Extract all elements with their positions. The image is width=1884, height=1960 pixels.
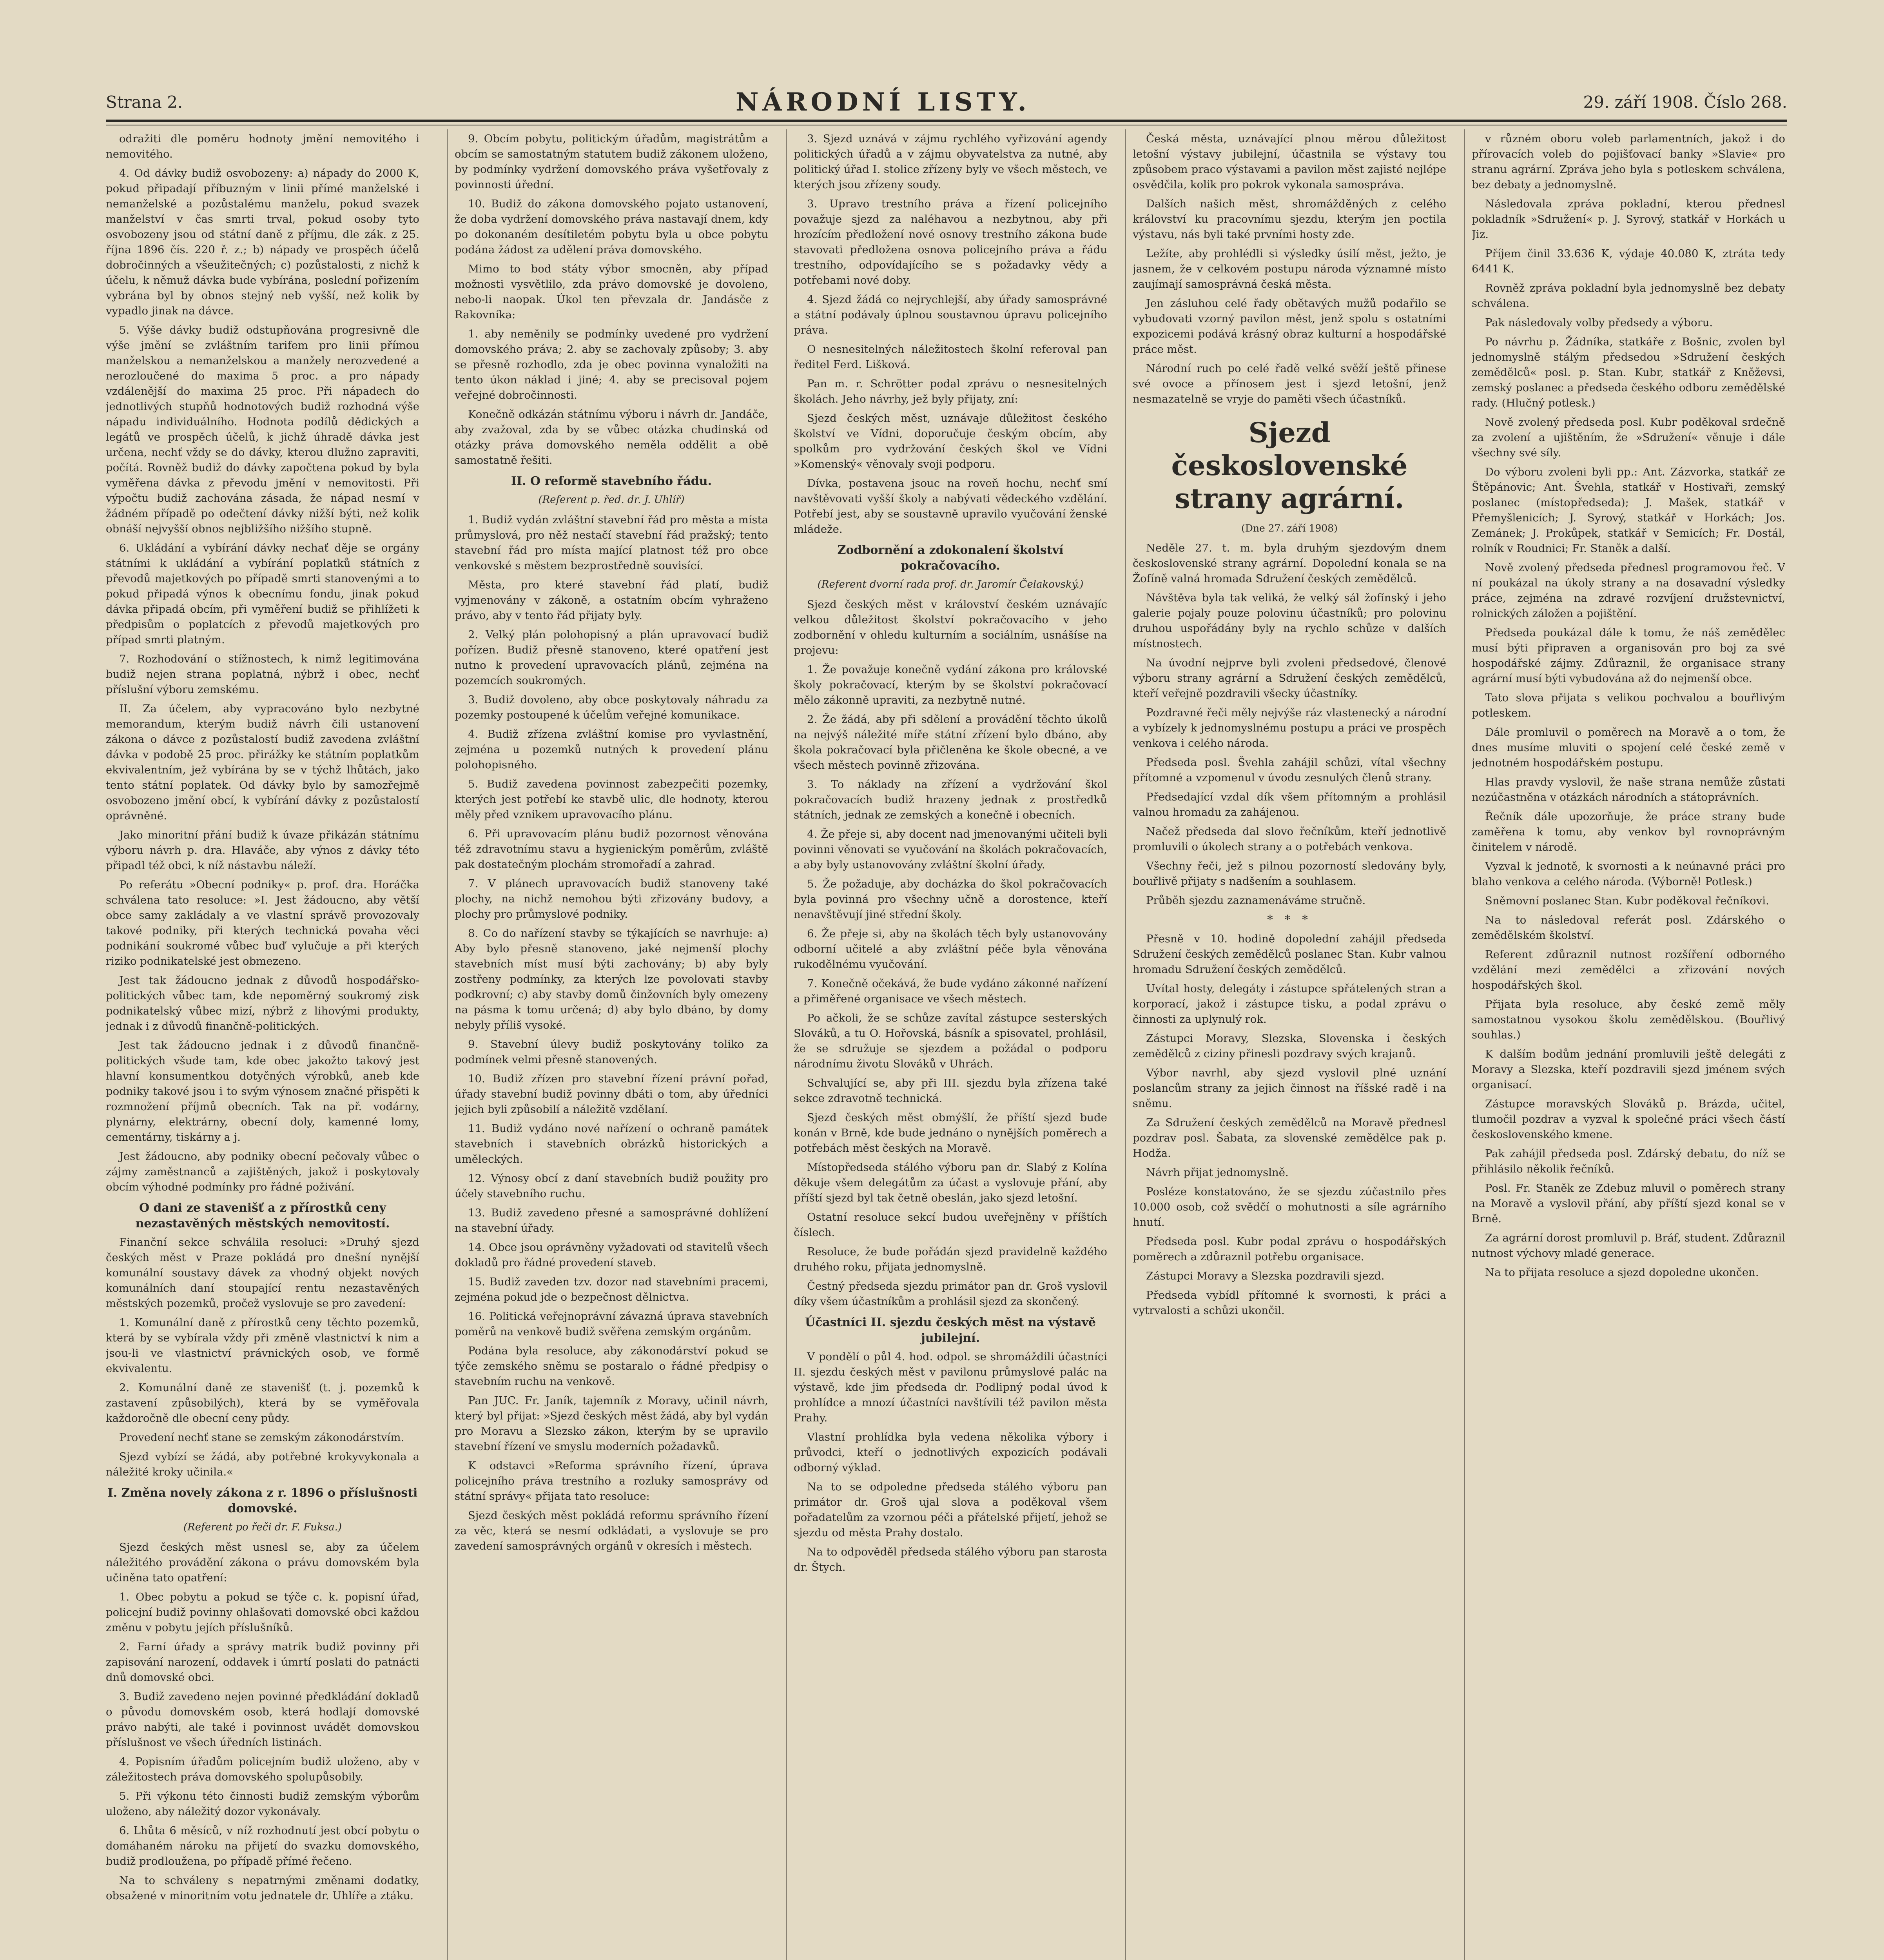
paragraph: 7. V plánech upravovacích budiž stanoveny také plochy, na nichž nemohou býti zřizovány budovy, a plochy pro průmyslové podniky.: [455, 877, 768, 920]
newspaper-title: NÁRODNÍ LISTY.: [736, 87, 1030, 117]
paragraph: Sjezd českých měst obmýšlí, že příští sjezd bude konán v Brně, kde bude jednáno o nynějších poměrech a potřebách měst českých na Moravě.: [794, 1111, 1107, 1154]
paragraph: 2. Že žádá, aby při sdělení a provádění těchto úkolů na nejvýš náležité míře státní zřízení bylo dbáno, aby škola pokračovací byla přičleněna ke škole obecné, a ve všech městech povinně zřizována.: [794, 713, 1107, 771]
column-divider: [1464, 129, 1465, 1960]
paragraph: 6. Při upravovacím plánu budiž pozornost věnována též zdravotnímu stavu a hygienickým poměrům, zvláště pak dostatečným plochám stromořadí a zahrad.: [455, 828, 768, 871]
paragraph: Ostatní resoluce sekcí budou uveřejněny v příštích číslech.: [794, 1211, 1107, 1239]
paragraph: Nově zvolený předseda přednesl programovou řeč. V ní poukázal na úkoly strany a na dosavadní výsledky práce, zejména na zdravé rozvíjení družstevnictví, rolnických záložen a pojištění.: [1472, 561, 1785, 620]
paragraph: Předseda poukázal dále k tomu, že náš zemědělec musí býti připraven a organisován pro boj za své hospodářské zájmy. Zdůraznil, že organisace strany agrární musí býti vybudována až do nejmenší obce.: [1472, 626, 1785, 685]
paragraph: II. Za účelem, aby vypracováno bylo nezbytné memorandum, kterým budiž návrh čili ustanovení zákona o dávce z pozůstalostí budiž zavedena zvláštní dávka v podobě 25 proc. přirážky ke státním poplatkům ekvivalentním, jež vybírána by se v týchž lhůtách, jako tento státní poplatek. Od dávky bylo by samozřejmě osvobozeno jmění obcí, k vybírání dávky z pozůstalostí oprávněné.: [106, 702, 419, 822]
paragraph: Sjezd vybízí se žádá, aby potřebné krokyvykonala a náležité kroky učinila.«: [106, 1450, 419, 1478]
section-byline: (Referent dvorní rada prof. dr. Jaromír Čelakovský.): [817, 579, 1084, 590]
paragraph: 2. Farní úřady a správy matrik budiž povinny při zapisování narození, oddavek i úmrtí poslati do patnácti dnů domovské obci.: [106, 1641, 419, 1684]
paragraph: Výbor navrhl, aby sjezd vyslovil plné uznání poslancům strany za jejich činnost na říšské radě i na sněmu.: [1133, 1067, 1446, 1110]
paragraph: 3. Sjezd uznává v zájmu rychlého vyřizování agendy politických úřadů a v zájmu obyvatelstva za nutné, aby politický úřad I. stolice zřízeny byly ve všech městech, ve kterých jsou zřízeny soudy.: [794, 132, 1107, 191]
paragraph: Sjezd českých měst pokládá reformu správního řízení za věc, která se nesmí odkládati, a vyslovuje se pro zavedení samosprávných orgánů v okresích i městech.: [455, 1509, 768, 1552]
paragraph: 1. aby neměnily se podmínky uvedené pro vydržení domovského práva; 2. aby se zachovaly způsoby; 3. aby se přesně rozhodlo, zda je obec povinna vynaložiti na tento úkon náklad i jiné; 4. aby se precisoval pojem veřejné dobročinnosti.: [455, 328, 768, 401]
paragraph: 3. To náklady na zřízení a vydržování škol pokračovacích budiž hrazeny jednak z prostředků státních, jednak ze zemských a konečně i obecních.: [794, 778, 1107, 821]
paragraph: Hlas pravdy vyslovil, že naše strana nemůže zůstati nezúčastněna v otázkách národních a státoprávních.: [1472, 776, 1785, 804]
paragraph: Uvítal hosty, delegáty i zástupce spřátelených stran a korporací, jakož i zástupce tisku, a podal zprávu o činnosti za uplynulý rok.: [1133, 982, 1446, 1025]
paragraph: Pak následovaly volby předsedy a výboru.: [1485, 316, 1713, 329]
paragraph: Podána byla resoluce, aby zákonodárství pokud se týče zemského sněmu se postaralo o řádné předpisy o stavebním ruchu na venkově.: [455, 1345, 768, 1388]
paragraph: Po ačkoli, že se schůze zavítal zástupce sesterských Slováků, a tu O. Hořovská, básník a spisovatel, prohlásil, že se sdružuje se sjezdem a požádal o podporu národnímu životu Slováků v Uhrách.: [794, 1012, 1107, 1070]
paragraph: Schvalující se, aby při III. sjezdu byla zřízena také sekce zdravotně technická.: [794, 1077, 1107, 1105]
paragraph: 6. Že přeje si, aby na školách těch byly ustanovovány odborní učitelé a aby zvláštní péče byla věnována rukodělnému vyučování.: [794, 927, 1107, 971]
paragraph: Přijata byla resoluce, aby české země měly samostatnou vysokou školu zemědělskou. (Bouřlivý souhlas.): [1472, 998, 1785, 1041]
paragraph: Pan JUC. Fr. Janík, tajemník z Moravy, učinil návrh, který byl přijat: »Sjezd českých měst žádá, aby byl vydán pro Moravu a Slezsko zákon, kterým by se upravilo stavební řízení ve smyslu moderních požadavků.: [455, 1394, 768, 1453]
paragraph: v různém oboru voleb parlamentních, jakož i do přírovacích voleb do pojišťovací banky »Slavie« pro stranu agrární. Zpráva jeho byla s potleskem schválena, bez debaty a jednomyslně.: [1472, 132, 1785, 191]
paragraph: Přesně v 10. hodině dopolední zahájil předseda Sdružení českých zemědělců poslanec Stan. Kubr valnou hromadu Sdružení českých zemědělců.: [1133, 933, 1446, 976]
page-number: Strana 2.: [106, 92, 183, 112]
paragraph: 1. Komunální daně z přírostků ceny těchto pozemků, která by se vybírala vždy při změně vlastnictví k nim a jsou-li ve vlastnictví právnických osob, ve formě ekvivalentu.: [106, 1316, 419, 1375]
paragraph: 5. Budiž zavedena povinnost zabezpečiti pozemky, kterých jest potřebí ke stavbě ulic, dle hodnoty, kterou měly před vznikem upravovacího plánu.: [455, 778, 768, 821]
paragraph: Na to se odpoledne předseda stálého výboru pan primátor dr. Groš ujal slova a poděkoval všem pořadatelům za vzornou péči a přátelské přijetí, jehož se sjezdu od města Prahy dostalo.: [794, 1481, 1107, 1539]
paragraph: Na úvodní nejprve byli zvoleni předsedové, členové výboru strany agrární a Sdružení českých zemědělců, kteří veřejně pozdravili všecky účastníky.: [1133, 657, 1446, 700]
paragraph: Konečně odkázán státnímu výboru i návrh dr. Jandáče, aby zvažoval, zda by se vůbec otázka chudinská od otázky práva domovského neměla oddělit a obě samostatně řešiti.: [455, 408, 768, 466]
paragraph: 11. Budiž vydáno nové nařízení o ochraně památek stavebních i stavebních obrázků historických a uměleckých.: [455, 1122, 768, 1165]
section-byline: (Referent p. řed. dr. J. Uhlíř): [538, 494, 685, 506]
paragraph: 2. Velký plán polohopisný a plán upravovací budiž pořízen. Budiž přesně stanoveno, které opatření jest nutno k provedení upravovacích plánů, zejména na pozemcích soukromých.: [455, 628, 768, 687]
paragraph: Zástupci Moravy a Slezska pozdravili sjezd.: [1146, 1270, 1385, 1282]
paragraph: Po referátu »Obecní podniky« p. prof. dra. Horáčka schválena tato resoluce: »I. Jest žádoucno, aby větší obce samy zakládaly a ve vlastní správě provozovaly takové podniky, při kterých technická povaha věci podnikání soukromé vůbec buď vylučuje a při kterých riziko podnikatelské jest obmezeno.: [106, 878, 419, 967]
paragraph: 12. Výnosy obcí z daní stavebních budiž použity pro účely stavebního ruchu.: [455, 1172, 768, 1200]
paragraph: Čestný předseda sjezdu primátor pan dr. Groš vyslovil díky všem účastníkům a prohlásil sjezd za skončený.: [794, 1280, 1107, 1308]
section-byline: (Referent po řeči dr. F. Fuksa.): [183, 1521, 342, 1533]
section-heading: O dani ze stavenišť a z přírostků ceny nezastavěných městských nemovitostí.: [135, 1201, 390, 1230]
paragraph: Do výboru zvoleni byli pp.: Ant. Zázvorka, statkář ze Štěpánovic; Ant. Švehla, statkář v Hostivaři, zemský poslanec (místopředseda); J. Mašek, statkář v Přemyšlenicích; J. Syrový, statkář v Horkách; Jos. Zemánek; J. Prokůpek, statkář v Semicích; Fr. Dostál, rolník v Roudnici; Fr. Staněk a další.: [1472, 466, 1785, 555]
paragraph: Místopředseda stálého výboru pan dr. Slabý z Kolína děkuje všem delegátům za účast a vyslovuje přání, aby příští sjezd byl tak četně obeslán, jako sjezd letošní.: [794, 1161, 1107, 1204]
paragraph: Mimo to bod státy výbor smocněn, aby případ možnosti vysvětlilo, zda právo domovské je dovoleno, nebo-li naopak. Úkol ten převzala dr. Jandásče z Rakovníka:: [455, 263, 768, 321]
paragraph: Dalších našich měst, shromážděných z celého království ku pracovnímu sjezdu, kterým jen poctila výstavu, nás byli také prvními hosty zde.: [1133, 198, 1446, 241]
paragraph: Zástupci Moravy, Slezska, Slovenska i českých zemědělců z ciziny přinesli pozdravy svých krajanů.: [1133, 1032, 1446, 1060]
paragraph: Řečník dále upozorňuje, že práce strany bude zaměřena k tomu, aby venkov byl rovnoprávným činitelem v národě.: [1472, 810, 1785, 853]
paragraph: Návrh přijat jednomyslně.: [1146, 1166, 1289, 1179]
paragraph: Po návrhu p. Žádníka, statkáře z Bošnic, zvolen byl jednomyslně stálým předsedou »Sdružení českých zemědělců« posl. p. Stan. Kubr, statkář z Kněževsi, zemský poslanec a předseda českého odboru zemědělské rady. (Hlučný potlesk.): [1472, 336, 1785, 409]
paragraph: 10. Budiž zřízen pro stavební řízení právní pořad, úřady stavební budiž povinny dbáti o tom, aby úředníci jejich byli způsobilí a náležitě vzdělaní.: [455, 1073, 768, 1116]
paragraph: Resoluce, že bude pořádán sjezd pravidelně každého druhého roku, přijata jednomyslně.: [794, 1245, 1107, 1273]
paragraph: 5. Že požaduje, aby docházka do škol pokračovacích byla povinná pro všechny učně a dorostence, kteří nenavštěvují jiné střední školy.: [794, 878, 1107, 921]
paragraph: Jako minoritní přání budiž k úvaze přikázán státnímu výboru návrh p. dra. Hlaváče, aby výnos z dávky této připadl též obci, k níž nástavbu náleží.: [106, 829, 419, 872]
paragraph: V pondělí o půl 4. hod. odpol. se shromáždili účastníci II. sjezdu českých měst v pavilonu průmyslové palác na výstavě, kde jim předseda dr. Podlipný podal úvod k prohlídce a mnozí účastníci navštívili též pavilon města Prahy.: [794, 1350, 1107, 1424]
paragraph: Jest tak žádoucno jednak i z důvodů finančně-politických všude tam, kde obec jakožto takový jest hlavní konsumentkou dotyčných výrobků, aneb kde podniky takové jsou i to svým výnosem značné přispěti k rozmnožení příjmů obecních. Tak na př. vodárny, plynárny, elektrárny, obecní doly, kamenné lomy, cementárny, tiskárny a j.: [106, 1039, 419, 1143]
paragraph: Jen zásluhou celé řady obětavých mužů podařilo se vybudovati vzorný pavilon měst, jenž spolu s ostatními expozicemi podává krásný obraz kulturní a hospodářské práce měst.: [1133, 297, 1446, 356]
section-heading: II. O reformě stavebního řádu.: [511, 474, 712, 488]
paragraph: Referent zdůraznil nutnost rozšíření odborného vzdělání mezi zemědělci a zřizování nových hospodářských škol.: [1472, 948, 1785, 991]
paragraph: 15. Budiž zaveden tzv. dozor nad stavebními pracemi, zejména pokud jde o bezpečnost dělnictva.: [455, 1276, 768, 1303]
paragraph: Průběh sjezdu zaznamenáváme stručně.: [1146, 894, 1366, 907]
column-divider: [786, 129, 787, 1960]
paragraph: Jest tak žádoucno jednak z důvodů hospodářsko-politických vůbec tam, kde nepoměrný soukromý zisk podnikatelský vůbec mizí, nýbrž z lihovými produkty, jednak i z důvodů finančně-politických.: [106, 974, 419, 1033]
paragraph: Sněmovní poslanec Stan. Kubr poděkoval řečníkovi.: [1485, 895, 1769, 907]
paragraph: Neděle 27. t. m. byla druhým sjezdovým dnem československé strany agrární. Dopolední konala se na Žofíně valná hromada Sdružení českých zemědělců.: [1133, 542, 1446, 585]
section-heading: I. Změna novely zákona z r. 1896 o příslušnosti domovské.: [107, 1486, 418, 1515]
paragraph: 6. Lhůta 6 měsíců, v níž rozhodnutí jest obcí pobytu o domáhaném nároku na přijetí do svazku domovského, budiž prodloužena, po případě přímé řečeno.: [106, 1824, 419, 1867]
paragraph: 9. Stavební úlevy budiž poskytovány toliko za podmínek velmi přesně stanovených.: [455, 1038, 768, 1066]
paragraph: 5. Při výkonu této činnosti budiž zemským výborům uloženo, aby náležitý dozor vykonávaly.: [106, 1790, 419, 1818]
paragraph: 1. Budiž vydán zvláštní stavební řád pro města a místa průmyslová, pro něž nestačí stavební řád pražský; tento stavební řád pro místa mající platnost též pro obce venkovské s městem bezprostředně souvisící.: [455, 514, 768, 572]
paragraph: 10. Budiž do zákona domovského pojato ustanovení, že doba vydržení domovského práva nastavají dnem, kdy po dokonaném desítiletém pobytu byla u obce pobytu podána žádost za udělení práva domovského.: [455, 198, 768, 256]
paragraph: Na to schváleny s nepatrnými změnami dodatky, obsažené v minoritním votu jednatele dr. Uhlíře a ztáku.: [106, 1874, 419, 1902]
paragraph: Předseda posl. Kubr podal zprávu o hospodářských poměrech a zdůraznil potřebu organisace.: [1133, 1235, 1446, 1263]
paragraph: 4. Od dávky budiž osvobozeny: a) nápady do 2000 K, pokud připadají příbuzným v linii přímé manželské i nemanželské a pozůstalému manželu, pokud svazek manželství v čas smrti trval, pokud osoby tyto osvobozeny jsou od státní daně z příjmu, dle zák. z 25. října 1896 čís. 220 ř. z.; b) nápady ve prospěch účelů dobročinných a všeužitečných; c) pozůstalosti, z nichž k účelu, k němuž dávka bude vybírána, poslední pořizením vybrána byl by obnos stejný neb vyšší, než kolik by vypadlo jinak na dávce.: [106, 167, 419, 317]
paragraph: Česká města, uznávající plnou měrou důležitost letošní výstavy jubilejní, účastnila se výstavy tou způsobem praco výstavami a pavilon měst zajisté nejlépe osvědčila, kolik pro pokrok vykonala samospráva.: [1133, 132, 1446, 191]
paragraph: 4. Sjezd žádá co nejrychlejší, aby úřady samosprávné a státní podávaly úplnou soustavnou úpravu policejního práva.: [794, 293, 1107, 336]
paragraph: 7. Rozhodování o stížnostech, k nimž legitimována budiž nejen strana poplatná, nýbrž i obec, nechť příslušní výboru zemskému.: [106, 653, 419, 696]
paragraph: 3. Budiž dovoleno, aby obce poskytovaly náhradu za pozemky postoupené k účelům veřejné komunikace.: [455, 693, 768, 721]
paragraph: 16. Politická veřejnoprávní závazná úprava stavebních poměrů na venkově budiž svěřena zemským orgánům.: [455, 1310, 768, 1338]
paragraph: Sjezd českých měst, uznávaje důležitost českého školství ve Vídni, doporučuje českým obcím, aby spolkům pro vydržování českých škol ve Vídni »Komenský« věnovaly svoji podporu.: [794, 412, 1107, 470]
paragraph: Nově zvolený předseda posl. Kubr poděkoval srdečně za zvolení a ujištěním, že »Sdružení« věnuje i dále všechny své síly.: [1472, 416, 1785, 459]
section-ornament: * * *: [1267, 913, 1312, 927]
paragraph: Tato slova přijata s velikou pochvalou a bouřlivým potleskem.: [1472, 691, 1785, 719]
paragraph: Dále promluvil o poměrech na Moravě a o tom, že dnes musíme mluviti o spojení celé české země v jednotném hospodářském postupu.: [1472, 726, 1785, 769]
paragraph: Předsedající vzdal dík všem přítomným a prohlásil valnou hromadu za zahájenou.: [1133, 791, 1446, 818]
paragraph: 6. Ukládání a vybírání dávky nechať děje se orgány státními k ukládání a vybírání poplatků státních z převodů majetkových po případě smrti stanovenými a to pokud připadá výnos k obecnímu fondu, jinak pokud dávka připadá obcím, při vyměření budiž se přihlížeti k předpisům o poplatcích z převodů majetkových pro případ smrti platným.: [106, 542, 419, 646]
paragraph: 1. Že považuje konečně vydání zákona pro královské školy pokračovací, kterým by se školství pokračovací mělo zákonně upraviti, za nezbytně nutné.: [794, 663, 1107, 706]
paragraph: O nesnesitelných náležitostech školní referoval pan ředitel Ferd. Lišková.: [794, 343, 1107, 371]
paragraph: Jest žádoucno, aby podniky obecní pečovaly vůbec o zájmy zaměstnanců a zajištěných, jakož i poskytovaly obcím výhodné podmínky pro řádné poživání.: [106, 1150, 419, 1193]
paragraph: Dívka, postavena jsouc na roveň hochu, nechť smí navštěvovati vyšší školy a nabývati vědeckého vzdělání. Potřebí jest, aby se soustavně upravilo vyučování ženské mládeže.: [794, 477, 1107, 535]
paragraph: K dalším bodům jednání promluvili ještě delegáti z Moravy a Slezska, kteří pozdravili sjezd jménem svých organisací.: [1472, 1048, 1785, 1091]
paragraph: Na to odpověděl předseda stálého výboru pan starosta dr. Štych.: [794, 1546, 1107, 1573]
paragraph: Předseda posl. Švehla zahájil schůzi, vítal všechny přítomné a vzpomenul v úvodu zesnulých členů strany.: [1133, 756, 1446, 784]
paragraph: Předseda vybídl přítomné k svornosti, k práci a vytrvalosti a schůzi ukončil.: [1133, 1289, 1446, 1317]
paragraph: Následovala zpráva pokladní, kterou přednesl pokladník »Sdružení« p. J. Syrový, statkář v Horkách u Jiz.: [1472, 198, 1785, 241]
paragraph: Města, pro které stavební řád platí, budiž vyjmenovány v zákoně, a ostatním obcím vyhraženo právo, aby v tento řád přijaty byly.: [455, 579, 768, 622]
paragraph: Na to přijata resoluce a sjezd dopoledne ukončen.: [1485, 1266, 1759, 1279]
paragraph: Rovněž zpráva pokladní byla jednomyslně bez debaty schválena.: [1472, 282, 1785, 310]
paragraph: Vlastní prohlídka byla vedena několika výbory i průvodci, kteří o jednotlivých expozicích podávali odborný výklad.: [794, 1431, 1107, 1474]
paragraph: Vyzval k jednotě, k svornosti a k neúnavné práci pro blaho venkova a celého národa. (Výborně! Potlesk.): [1472, 860, 1785, 888]
paragraph: Pozdravné řeči měly nejvýše ráz vlastenecký a národní a vybízely k jednomyslnému postupu a práci ve prospěch venkova i celého národa.: [1133, 706, 1446, 750]
paragraph: Všechny řeči, jež s pilnou pozorností sledovány byly, bouřlivě přijaty s nadšením a souhlasem.: [1133, 860, 1446, 887]
article-dateline: (Dne 27. září 1908): [1241, 523, 1338, 534]
paragraph: Sjezd českých měst v království českém uznávajíc velkou důležitost školství pokračovacího v jeho zodbornění v ohledu kulturním a sociálním, usnášíse na projevu:: [794, 598, 1107, 657]
paragraph: 3. Budiž zavedeno nejen povinné předkládání dokladů o původu domovském osob, která hodlají domovské právo nabýti, ale také i povinnost uvádět domovskou příslušnost ve všech úředních listinách.: [106, 1690, 419, 1749]
paragraph: Pan m. r. Schrötter podal zprávu o nesnesitelných školách. Jeho návrhy, jež byly přijaty, zní:: [794, 377, 1107, 405]
paragraph: Příjem činil 33.636 K, výdaje 40.080 K, ztráta tedy 6441 K.: [1472, 247, 1785, 275]
paragraph: Za agrární dorost promluvil p. Bráf, student. Zdůraznil nutnost výchovy mladé generace.: [1472, 1232, 1785, 1259]
paragraph: Zástupce moravských Slováků p. Brázda, učitel, tlumočil pozdrav a vyzval k společné práci všech částí československého kmene.: [1472, 1098, 1785, 1141]
paragraph: Posléze konstatováno, že se sjezdu zúčastnilo přes 10.000 osob, což svědčí o mohutnosti a síle agrárního hnutí.: [1133, 1185, 1446, 1229]
column-5: [1472, 131, 1785, 1960]
paragraph: 4. Že přeje si, aby docent nad jmenovanými učiteli byli povinni věnovati se vyučování na školách pokračovacích, a aby byly ustanovovány zvláštní školní úřady.: [794, 828, 1107, 871]
column-2: [455, 131, 768, 1960]
paragraph: 1. Obec pobytu a pokud se týče c. k. popisní úřad, policejní budiž povinny ohlašovati domovské obci každou změnu v pobytu jejích příslušníků.: [106, 1591, 419, 1634]
paragraph: 4. Budiž zřízena zvláštní komise pro vyvlastnění, zejména u pozemků nutných k provedení plánu polohopisného.: [455, 728, 768, 771]
paragraph: Ležíte, aby prohlédli si výsledky úsilí měst, ježto, je jasnem, že v celkovém postupu národa významné místo zaujímají samosprávná česká města.: [1133, 247, 1446, 290]
paragraph: 14. Obce jsou oprávněny vyžadovati od stavitelů všech dokladů pro řádné provedení staveb.: [455, 1241, 768, 1269]
paragraph: Na to následoval referát posl. Zdárského o zemědělském školství.: [1472, 914, 1785, 942]
paragraph: 13. Budiž zavedeno přesné a samosprávné dohlížení na stavební úřady.: [455, 1207, 768, 1234]
paragraph: 8. Co do nařízení stavby se týkajících se navrhuje: a) Aby bylo přesně stanoveno, jaké nejmenší plochy stavebních míst musí býti zachovány; b) aby byly zostřeny podmínky, za kterých lze povolovati stavby podkrovní; c) aby stavby domů činžovních byly omezeny na pásma k tomu určená; d) aby bylo dbáno, by domy nebyly příliš vysoké.: [455, 927, 768, 1031]
paragraph: Za Sdružení českých zemědělců na Moravě přednesl pozdrav posl. Šabata, za slovenské zemědělce pak p. Hodža.: [1133, 1116, 1446, 1160]
paragraph: Národní ruch po celé řadě velké svěží ještě přinese své ovoce a přínosem jest i sjezd letošní, jenž nesmazatelně se vryje do paměti všech účastníků.: [1133, 362, 1446, 405]
paragraph: Provedení nechť stane se zemským zákonodárstvím.: [119, 1431, 404, 1444]
article-headline: Sjezd československé strany agrární.: [1171, 416, 1408, 515]
paragraph: Finanční sekce schválila resoluci: »Druhý sjezd českých měst v Praze pokládá pro dnešní nynější komunální soustavy dávek za vhodný objekt nových komunálních daní stoupající rentu nezastavěných městských pozemků, pročež vyslovuje se pro zavedení:: [106, 1236, 419, 1310]
paragraph: 3. Upravo trestního práva a řízení policejního považuje sjezd za naléhavou a nezbytnou, aby při hrozícím předložení nové osnovy trestního zákona bude stavovati předložena osnova policejního práva a řádu trestního, odpovídajícího se s požadavky vědy a potřebami nové doby.: [794, 198, 1107, 287]
paragraph: Načež předseda dal slovo řečníkům, kteří jednotlivě promluvili o úkolech strany a o potřebách venkova.: [1133, 825, 1446, 853]
section-heading: Účastníci II. sjezdu českých měst na výstavě jubilejní.: [805, 1316, 1096, 1345]
paragraph: odražiti dle poměru hodnoty jmění nemovitého i nemovitého.: [106, 132, 419, 160]
column-3: [794, 131, 1107, 1960]
paragraph: K odstavci »Reforma správního řízení, úprava policejního práva trestního a rozluky samosprávy od státní správy« přijata tato resoluce:: [455, 1459, 768, 1503]
paragraph: 9. Obcím pobytu, politickým úřadům, magistrátům a obcím se samostatným statutem budiž zákonem uloženo, by podmínky vydržení domovského práva vyšetřovaly z povinnosti úřední.: [455, 132, 768, 191]
section-heading: Zodbornění a zdokonalení školství pokračovacího.: [837, 543, 1064, 573]
paragraph: 2. Komunální daně ze stavenišť (t. j. pozemků k zastavení způsobilých), která by se vyměřovala každoročně dle obecní ceny půdy.: [106, 1381, 419, 1425]
paragraph: 4. Popisním úřadům policejním budiž uloženo, aby v záležitostech práva domovského spolupůsobily.: [106, 1755, 419, 1783]
column-4: [1133, 131, 1446, 1960]
column-1: [106, 131, 419, 1960]
paragraph: 7. Konečně očekává, že bude vydáno zákonné nařízení a přiměřené organisace ve všech městech.: [794, 977, 1107, 1005]
issue-date: 29. září 1908. Číslo 268.: [1583, 92, 1787, 112]
paragraph: Posl. Fr. Staněk ze Zdebuz mluvil o poměrech strany na Moravě a vyslovil přání, aby příští sjezd konal se v Brně.: [1472, 1182, 1785, 1225]
paragraph: Návštěva byla tak veliká, že velký sál žofínský i jeho galerie pojaly pouze polovinu účastníků; pro polovinu druhou uspořádány byly na rychlo schůze v dalších místnostech.: [1133, 592, 1446, 650]
column-divider: [1125, 129, 1126, 1960]
masthead: [106, 84, 1787, 122]
column-divider: [447, 129, 448, 1960]
paragraph: 5. Výše dávky budiž odstupňována progresivně dle výše jmění se zvláštním tarifem pro linii přímou manželskou a nemanželskou a manžely nerozvedené a nerozloučené do maxima 5 proc. a pro nápady vzdálenější do maxima 25 proc. Při nápadech do jednotlivých stupňů hodnotových budiž rozhodná výše nápadu individuálního. Hodnota podílů dědických a legátů ve prospěch účelů, k jichž úhradě dávka jest určena, nechť vždy se do dávky, kterou dlužno zapraviti, počítá. Rovněž budiž do dávky započtena pokud by byla vyměřena dávka z převodu jmění v nemovitosti. Při výpočtu budiž zachována zásada, že nápad nesmí v žádném případě po odečtení dávky nižší býti, než kolik obnáší nejvyšší obnos nejbližšího nižšího stupně.: [106, 324, 419, 535]
paragraph: Sjezd českých měst usnesl se, aby za účelem náležitého provádění zákona o právu domovském byla učiněna tato opatření:: [106, 1541, 419, 1584]
paragraph: Pak zahájil předseda posl. Zdárský debatu, do níž se přihlásilo několik řečníků.: [1472, 1147, 1785, 1175]
